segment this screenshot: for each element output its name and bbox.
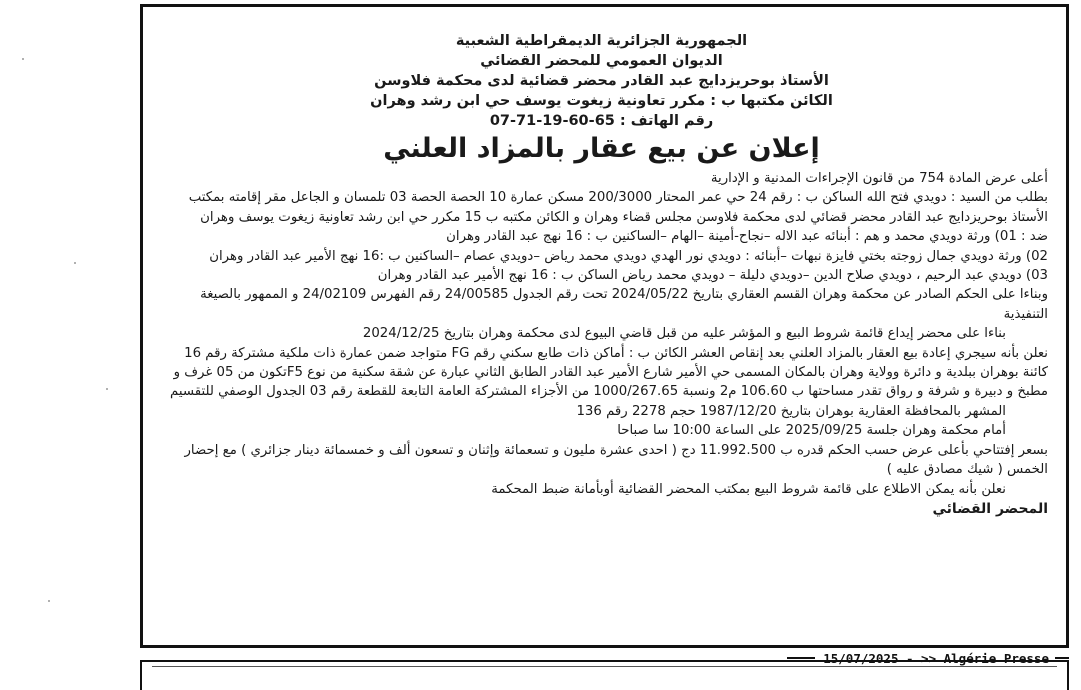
body-registration: المشهر بالمحافظة العقارية بوهران بتاريخ 1987/12/20 حجم 2278 رقم 136 <box>576 403 1006 419</box>
body-article: أعلى عرض المادة 754 من قانون الإجراءات المدنية و الإدارية <box>710 171 1048 186</box>
legal-notice-box <box>140 4 1069 648</box>
header-phone: رقم الهاتف : 65-60-19-71-07 <box>489 113 714 129</box>
footer-rule-end <box>1055 657 1069 659</box>
signature: المحضر القضائي <box>932 500 1048 517</box>
body-against-3: 03) دويدي عبد الرحيم ، دويدي صلاح الدين –دويدي دليلة – دويدي محمد رياض الساكن ب : 16 نهج الأمير عبد القادر وهران <box>377 268 1048 284</box>
body-price: بسعر إفتتاحي بأعلى عرض حسب الحكم قدره ب 11.992.500 دج ( احدى عشرة مليون و تسعمائة وإثنان و تسعون ألف و خمسمائة دينار جزائري ) مع إحضار الخمس ( شيك مصادق عليه ) <box>184 442 1048 478</box>
body-property: نعلن بأنه سيجري إعادة بيع العقار بالمزاد العلني بعد إنقاص العشر الكائن ب : أماكن ذات طابع سكني رقم FG متواجد ضمن عمارة ذات ملكية مشتركة رقم 16 كائنة بوهران ببلدية و دائرة وولاية وهران بالمكان المسمى حي الأمير شارع الأمير عبد القادر الطابق الثاني عبارة عن شقة سكنية من نوع F5تكون من 05 غرف و مطبخ و دبيرة و شرفة و رواق تقدر مساحتها ب 106.60 م2 ونسبة 1000/267.65 من الأجزاء المشتركة العامة التابعة للقطعة رقم 03 الجدول الوصفي للتقسيم <box>170 345 1048 400</box>
scan-speck <box>106 388 108 390</box>
body-against-1: ضد : 01) ورثة دويدي محمد و هم : أبنائه عبد الاله –نجاح-أمينة –الهام –الساكنين ب : 16 نهج عبد القادر وهران <box>446 229 1048 245</box>
next-notice-inner-rule <box>152 666 1057 667</box>
scan-speck <box>22 58 24 60</box>
header-republic: الجمهورية الجزائرية الديمقراطية الشعبية <box>455 33 748 49</box>
header-address: الكائن مكتبها ب : مكرر تعاونية زيغوت يوسف حي ابن رشد وهران <box>370 93 833 109</box>
notice-body <box>155 169 1048 499</box>
body-consultation: نعلن بأنه يمكن الاطلاع على قائمة شروط البيع بمكتب المحضر القضائية أوبأمانة ضبط المحكمة <box>491 481 1006 497</box>
body-judgment: وبناءا على الحكم الصادر عن محكمة وهران القسم العقاري بتاريخ 2024/05/22 تحت رقم الجدول 24/00585 رقم الفهرس 24/02109 و الممهور بالصيغة التنفيذية <box>200 287 1048 322</box>
notice-title: إعلان عن بيع عقار بالمزاد العلني <box>383 133 820 164</box>
next-notice-box <box>140 660 1069 690</box>
notice-header <box>155 31 1048 131</box>
body-conditions: بناءا على محضر إيداع قائمة شروط البيع و المؤشر عليه من قبل قاضي البيوع لدى محكمة وهران بتاريخ 2024/12/25 <box>362 326 1006 342</box>
body-against-2: 02) ورثة دويدي جمال زوجته بختي فايزة نبهات –أبنائه : دويدي نور الهدي دويدي محمد رياض –دويدي عصام –الساكنين ب :16 نهج الأمير عبد القادر وهران <box>209 248 1048 264</box>
scan-speck <box>48 600 50 602</box>
scan-speck <box>74 262 76 264</box>
body-hearing: أمام محكمة وهران جلسة 2025/09/25 على الساعة 10:00 سا صباحا <box>617 423 1006 439</box>
footer-source: 15/07/2025 - >> Algérie Presse <box>823 650 1049 666</box>
footer-rule <box>787 657 815 659</box>
header-office: الديوان العمومي للمحضر القضائي <box>480 53 723 69</box>
body-requester: بطلب من السيد : دويدي فتح الله الساكن ب : رقم 24 حي عمر المحتار 200/3000 مسكن عمارة 10 الحصة الحصة 03 تلمسان و الجاعل مقر إقامته بمكتب الأستاذ بوحريزدايج عبد القادر محضر قضائي لدى محكمة فلاوسن مجلس قضاء وهران و الكائن مكتبه ب 15 مكرر حي ابن رشد تعاونية زيغوت يوسف وهران <box>188 190 1048 225</box>
header-bailiff: الأستاذ بوحريزدايج عبد القادر محضر قضائية لدى محكمة فلاوسن <box>374 73 829 89</box>
